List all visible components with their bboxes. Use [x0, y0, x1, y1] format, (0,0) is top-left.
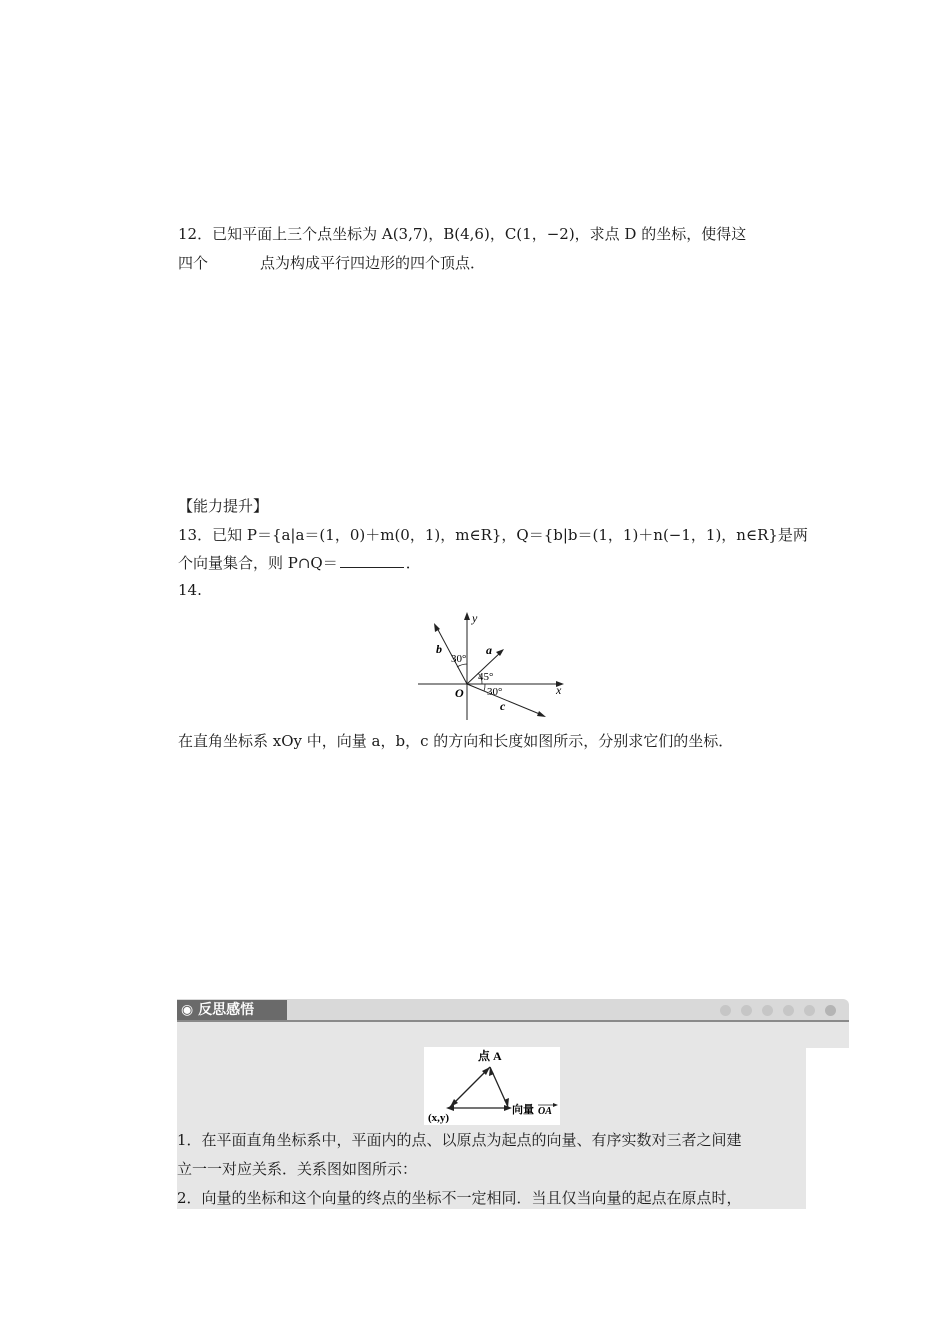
- reflection-header-bar: [177, 999, 849, 1021]
- reflection-box: [177, 999, 849, 1209]
- problem-14-text: 在直角坐标系 xOy 中，向量 a，b，c 的方向和长度如图所示，分别求它们的坐标．: [178, 732, 734, 750]
- section-title: 【能力提升】: [178, 497, 269, 515]
- problem-12-line-1: 12．已知平面上三个点坐标为 A(3,7)，B(4,6)，C(1，−2)，求点 D 的坐标，使得这: [178, 225, 747, 243]
- angle-a-label: 45°: [478, 671, 494, 683]
- decor-dot-icon: [825, 1005, 836, 1016]
- relation-diagram: [424, 1047, 560, 1125]
- diagram-pair-label: (x,y): [428, 1112, 450, 1124]
- problem-12-line-2: [178, 253, 485, 273]
- problem-13-line-2: [178, 553, 421, 573]
- origin-label: O: [455, 686, 464, 700]
- decor-dot-icon: [762, 1005, 773, 1016]
- vector-a-label: a: [486, 643, 492, 657]
- diagram-point-label: 点 A: [478, 1049, 502, 1063]
- angle-c-label: 30°: [487, 686, 503, 698]
- reflection-line-3: 2．向量的坐标和这个向量的终点的坐标不一定相同．当且仅当向量的起点在原点时，: [177, 1189, 742, 1207]
- problem-12-line-2-end: 点为构成平行四边形的四个顶点．: [260, 254, 486, 272]
- reflection-body: [177, 1022, 806, 1209]
- vector-c-label: c: [500, 699, 506, 713]
- problem-14-number: 14.: [178, 581, 202, 599]
- problem-13-line-1: 13．已知 P＝{a|a＝(1，0)＋m(0，1)，m∈R}，Q＝{b|b＝(1，1)＋n(−1，1)，n∈R}是两: [178, 526, 808, 544]
- vector-b-label: b: [436, 642, 442, 656]
- problem-12-line-2-start: 四个: [178, 254, 209, 272]
- reflection-line-2: 立一一对应关系．关系图如图所示：: [177, 1160, 418, 1178]
- problem-13-line-2-text: 个向量集合，则 P∩Q＝: [178, 554, 338, 572]
- decor-dot-icon: [804, 1005, 815, 1016]
- diagram-vector-label: 向量: [512, 1104, 534, 1116]
- reflection-side-panel: [806, 1022, 849, 1048]
- x-axis-label: x: [556, 683, 562, 697]
- problem-13-line-2-end: ．: [405, 554, 421, 572]
- decor-dot-icon: [783, 1005, 794, 1016]
- decor-dot-icon: [741, 1005, 752, 1016]
- y-axis-label: y: [472, 611, 478, 625]
- diagram-vector-name: OA: [538, 1106, 552, 1117]
- reflection-line-1: 1．在平面直角坐标系中，平面内的点、以原点为起点的向量、有序实数对三者之间建: [177, 1131, 742, 1149]
- answer-blank: [340, 553, 404, 568]
- vector-figure: [414, 606, 574, 724]
- decor-dot-icon: [720, 1005, 731, 1016]
- reflection-title: ◉ 反思感悟: [177, 1000, 287, 1020]
- angle-b-label: 30°: [451, 653, 467, 665]
